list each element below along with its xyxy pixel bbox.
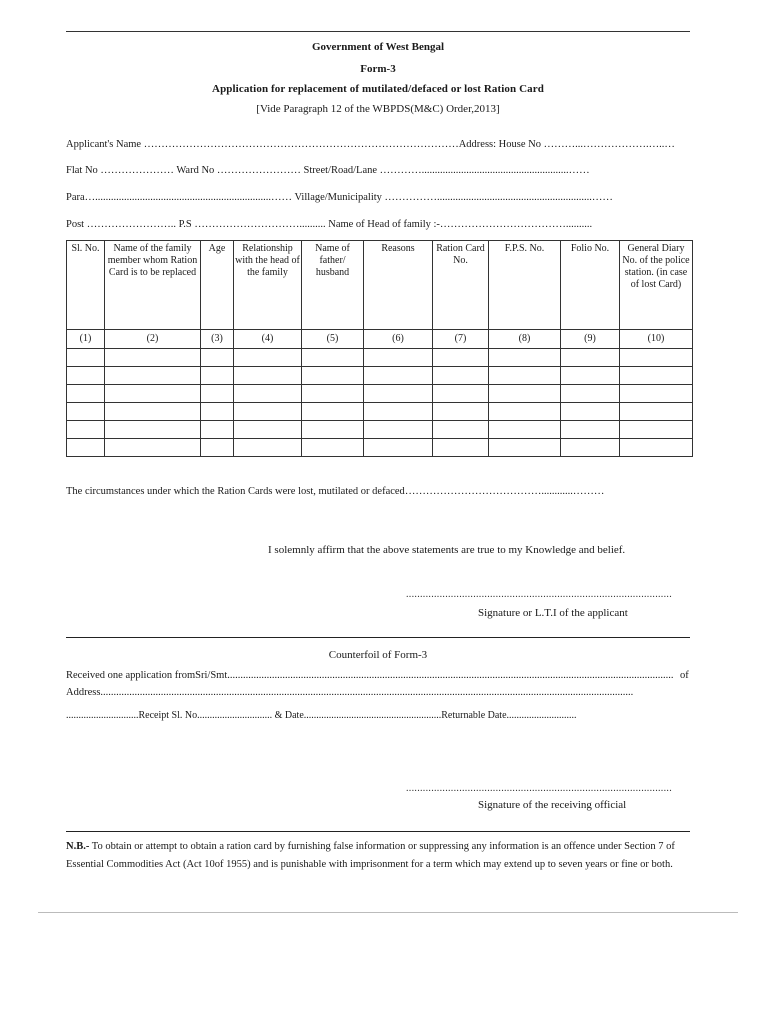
para-village-line — [66, 191, 690, 205]
table-cell[interactable] — [201, 385, 234, 403]
col-folio-no: Folio No. — [561, 241, 620, 330]
table-cell[interactable] — [67, 439, 105, 457]
table-cell[interactable] — [105, 439, 201, 457]
table-cell[interactable] — [561, 385, 620, 403]
applicant-name-label: Applicant's Name — [66, 139, 142, 150]
table-row — [67, 367, 693, 385]
ward-no-field[interactable]: …………………… — [216, 165, 301, 176]
col-number: (4) — [234, 330, 302, 349]
table-cell[interactable] — [302, 367, 364, 385]
date-field[interactable]: ....................................................... — [303, 710, 442, 721]
house-no-field[interactable]: ………...……………….…..… — [543, 139, 675, 150]
table-cell[interactable] — [302, 403, 364, 421]
col-number: (5) — [302, 330, 364, 349]
family-members-table — [66, 240, 693, 457]
affirmation-text: I solemnly affirm that the above statements are true to my Knowledge and belief. — [268, 544, 626, 556]
table-cell[interactable] — [234, 385, 302, 403]
table-cell[interactable] — [489, 385, 561, 403]
official-signature-label: Signature of the receiving official — [478, 799, 627, 811]
head-of-family-field[interactable]: ……………………………….......... — [439, 219, 593, 230]
col-general-diary: General Diary No. of the police station. (in case of lost Card) — [620, 241, 693, 330]
table-cell[interactable] — [489, 367, 561, 385]
table-cell[interactable] — [489, 403, 561, 421]
returnable-label: Returnable Date — [441, 710, 507, 721]
counterfoil-rule — [66, 637, 690, 638]
street-label: Street/Road/Lane — [303, 165, 378, 176]
table-cell[interactable] — [433, 439, 489, 457]
table-cell[interactable] — [620, 349, 693, 367]
table-cell[interactable] — [620, 439, 693, 457]
circumstances-label: The circumstances under which the Ration Cards were lost, mutilated or defaced — [66, 486, 405, 497]
table-cell[interactable] — [201, 349, 234, 367]
table-cell[interactable] — [364, 367, 433, 385]
of-label: of — [680, 670, 689, 681]
table-cell[interactable] — [201, 367, 234, 385]
table-row — [67, 439, 693, 457]
form-number: Form-3 — [360, 63, 396, 75]
table-cell[interactable] — [561, 439, 620, 457]
table-cell[interactable] — [433, 385, 489, 403]
para-field[interactable]: …...................................................................…… — [84, 192, 293, 203]
receipt-line — [66, 710, 692, 721]
circumstances-line — [66, 486, 690, 497]
column-number-row — [67, 330, 693, 349]
table-cell[interactable] — [105, 349, 201, 367]
table-cell[interactable] — [620, 367, 693, 385]
table-cell[interactable] — [489, 439, 561, 457]
table-cell[interactable] — [364, 403, 433, 421]
table-cell[interactable] — [433, 367, 489, 385]
applicant-signature-label: Signature or L.T.I of the applicant — [478, 607, 628, 619]
table-cell[interactable] — [234, 439, 302, 457]
table-cell[interactable] — [620, 385, 693, 403]
table-row — [67, 421, 693, 439]
ps-field[interactable]: ………………………….......... — [194, 219, 326, 230]
table-cell[interactable] — [105, 385, 201, 403]
applicant-signature-field[interactable]: ............................................................................................... — [406, 589, 672, 600]
table-cell[interactable] — [105, 421, 201, 439]
form-reference: [Vide Paragraph 12 of the WBPDS(M&C) Order,2013] — [256, 103, 500, 115]
table-cell[interactable] — [201, 403, 234, 421]
received-from-field[interactable]: .......................................................................................................................................................................... — [227, 670, 674, 681]
col-number: (6) — [364, 330, 433, 349]
address-label: Address — [66, 687, 101, 698]
table-cell[interactable] — [364, 349, 433, 367]
table-cell[interactable] — [364, 385, 433, 403]
col-number: (10) — [620, 330, 693, 349]
address-line — [66, 687, 682, 698]
form-title: Application for replacement of mutilated/defaced or lost Ration Card — [212, 83, 544, 95]
col-sl-no: Sl. No. — [67, 241, 105, 330]
col-number: (8) — [489, 330, 561, 349]
page-bottom-rule — [38, 912, 738, 913]
address-field[interactable]: ........................................................................................................................................................................................................... — [100, 687, 634, 698]
table-cell[interactable] — [234, 367, 302, 385]
nb-note — [66, 838, 692, 874]
head-of-family-label: Name of Head of family :- — [328, 219, 440, 230]
col-number: (2) — [105, 330, 201, 349]
col-reasons: Reasons — [364, 241, 433, 330]
nb-text: To obtain or attempt to obtain a ration card by furnishing false information or suppressing any information is an offence under Section 7 of Essential Commodities Act (Act 10of 1955) and is punishable with imprisonment for a term which may extend up to seven years or fine or both. — [66, 841, 675, 870]
col-member-name: Name of the family member whom Ration Card is to be replaced — [105, 241, 201, 330]
received-line — [66, 670, 692, 681]
village-label: Village/Municipality — [294, 192, 382, 203]
table-cell[interactable] — [302, 349, 364, 367]
table-cell[interactable] — [489, 421, 561, 439]
table-cell[interactable] — [105, 367, 201, 385]
table-cell[interactable] — [302, 421, 364, 439]
table-cell[interactable] — [67, 403, 105, 421]
table-row — [67, 403, 693, 421]
para-label: Para — [66, 192, 85, 203]
col-number: (9) — [561, 330, 620, 349]
table-cell[interactable] — [561, 403, 620, 421]
table-cell[interactable] — [561, 349, 620, 367]
returnable-date-field[interactable]: ............................ — [506, 710, 577, 721]
table-row — [67, 385, 693, 403]
table-cell[interactable] — [234, 403, 302, 421]
table-cell[interactable] — [561, 367, 620, 385]
table-cell[interactable] — [620, 421, 693, 439]
table-cell[interactable] — [67, 367, 105, 385]
nb-rule — [66, 831, 690, 832]
table-cell[interactable] — [433, 403, 489, 421]
table-cell[interactable] — [67, 421, 105, 439]
applicant-address-line — [66, 138, 690, 152]
flat-no-label: Flat No — [66, 165, 98, 176]
table-cell[interactable] — [561, 421, 620, 439]
table-cell[interactable] — [302, 439, 364, 457]
official-signature-field[interactable]: ............................................................................................... — [406, 783, 672, 794]
flat-no-field[interactable]: ………………… — [100, 165, 174, 176]
circumstances-field[interactable]: …………………………………............……… — [404, 486, 605, 497]
table-cell[interactable] — [234, 349, 302, 367]
counterfoil-title: Counterfoil of Form-3 — [328, 649, 428, 661]
table-cell[interactable] — [489, 349, 561, 367]
ps-label: P.S — [178, 219, 192, 230]
street-field[interactable]: …………........................................................…… — [379, 165, 590, 176]
col-number: (7) — [433, 330, 489, 349]
receipt-field[interactable]: .............................. — [197, 710, 273, 721]
post-field[interactable]: …………………….. — [86, 219, 176, 230]
table-cell[interactable] — [364, 439, 433, 457]
form-header — [66, 0, 690, 120]
table-cell[interactable] — [201, 439, 234, 457]
col-father-husband: Name of father/ husband — [302, 241, 364, 330]
house-no-label: Address: House No — [458, 139, 541, 150]
table-cell[interactable] — [234, 421, 302, 439]
flat-ward-street-line — [66, 164, 690, 178]
received-label: Received one application fromSri/Smt — [66, 670, 228, 681]
table-cell[interactable] — [201, 421, 234, 439]
col-ration-card-no: Ration Card No. — [433, 241, 489, 330]
table-cell[interactable] — [302, 385, 364, 403]
table-cell[interactable] — [620, 403, 693, 421]
table-header-row — [67, 241, 693, 330]
applicant-name-field[interactable]: ……………………………………………………………………………… — [143, 139, 459, 150]
ward-no-label: Ward No — [176, 165, 215, 176]
date-label: & Date — [274, 710, 304, 721]
col-age: Age — [201, 241, 234, 330]
table-cell[interactable] — [67, 385, 105, 403]
post-label: Post — [66, 219, 85, 230]
table-cell[interactable] — [67, 349, 105, 367]
col-fps-no: F.P.S. No. — [489, 241, 561, 330]
col-number: (1) — [67, 330, 105, 349]
table-cell[interactable] — [433, 421, 489, 439]
post-ps-head-line — [66, 218, 690, 232]
table-cell[interactable] — [433, 349, 489, 367]
table-cell[interactable] — [364, 421, 433, 439]
receipt-lead-field[interactable]: ............................. — [66, 710, 139, 721]
government-title: Government of West Bengal — [311, 41, 445, 53]
col-number: (3) — [201, 330, 234, 349]
receipt-label: Receipt Sl. No — [138, 710, 198, 721]
nb-label: N.B.- — [66, 841, 90, 852]
table-cell[interactable] — [105, 403, 201, 421]
table-row — [67, 349, 693, 367]
village-field[interactable]: ……………...........................................................…… — [384, 192, 613, 203]
col-relationship: Relationship with the head of the family — [234, 241, 302, 330]
